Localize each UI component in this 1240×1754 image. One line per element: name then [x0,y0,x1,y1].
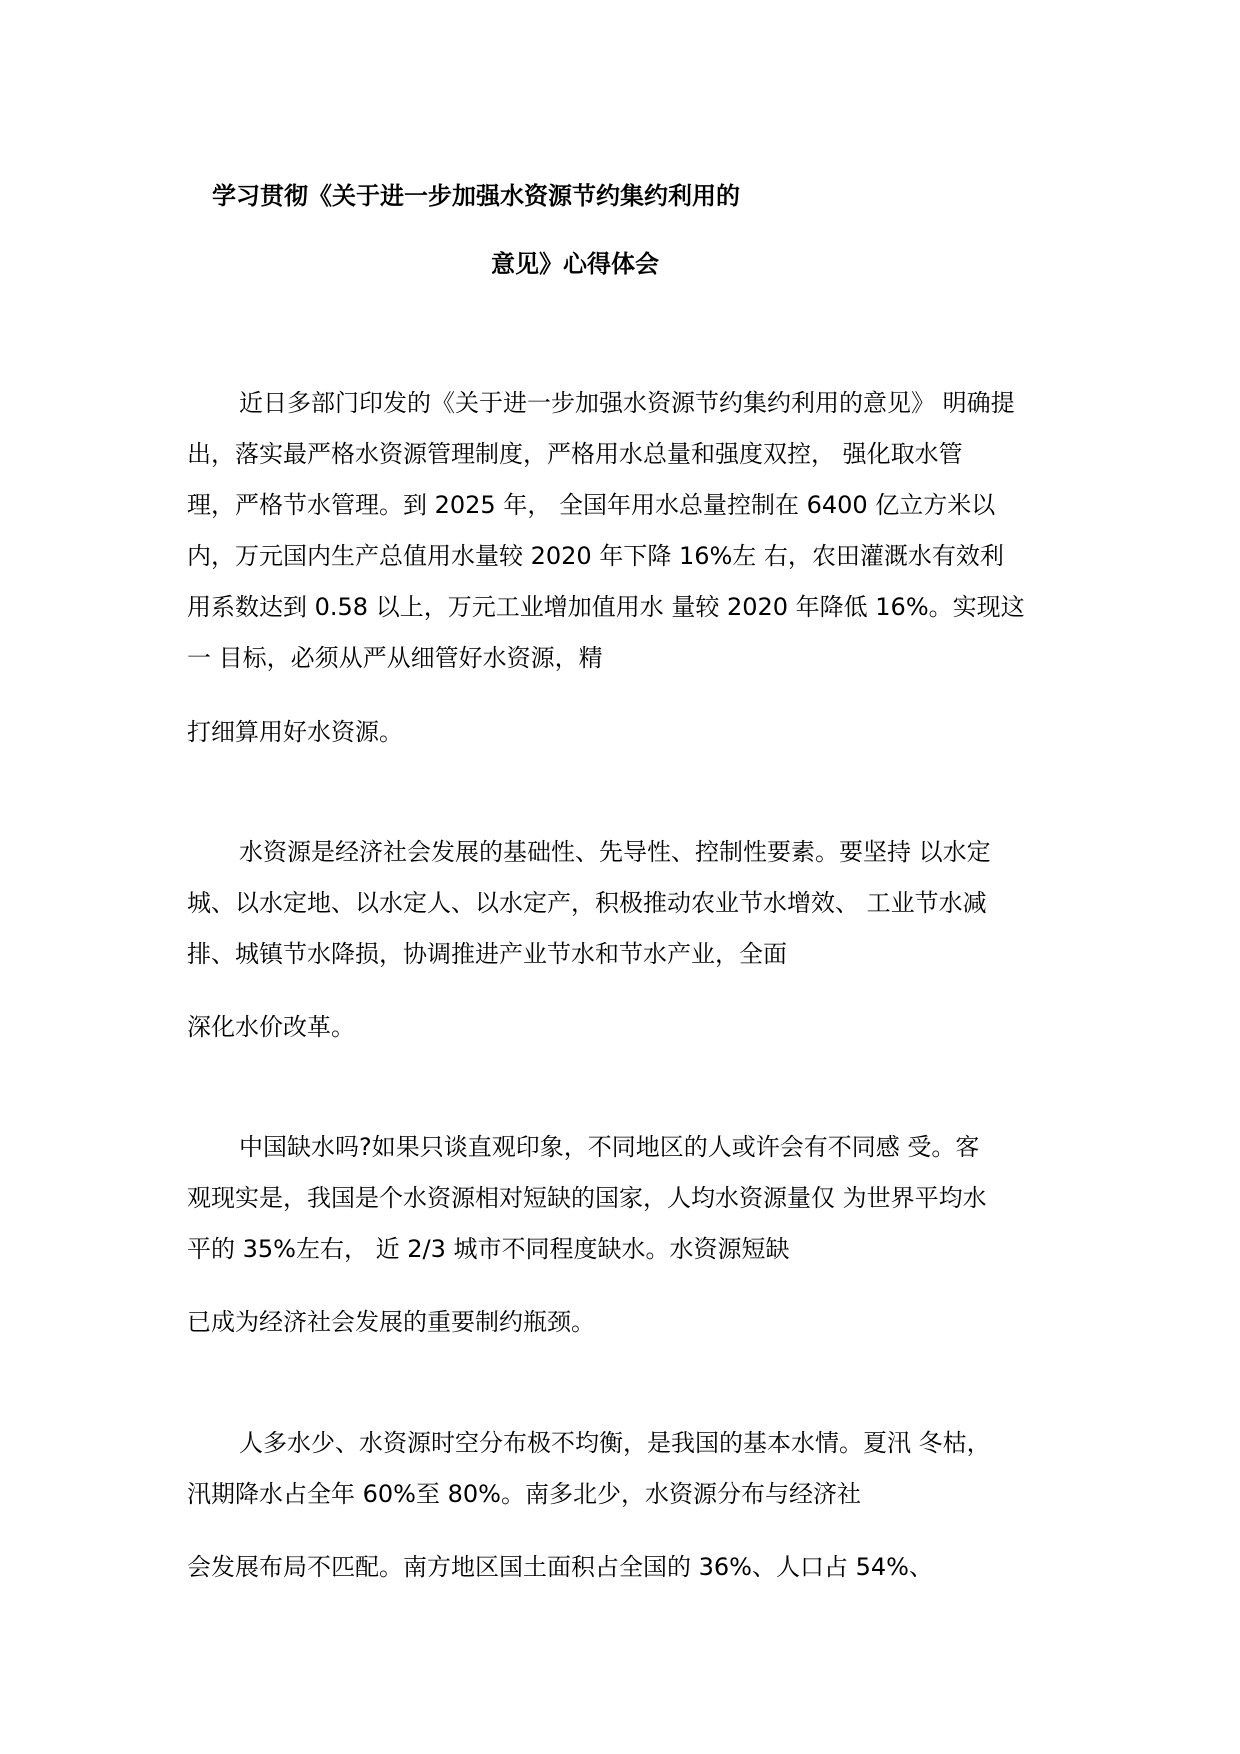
paragraph-2-line-4: 深化水价改革。 [187,1013,355,1041]
paragraph-1-line-1: 近日多部门印发的《关于进一步加强水资源节约集约利用的意见》 明确提 [239,389,1015,417]
paragraph-2-line-3: 排、城镇节水降损，协调推进产业节水和节水产业，全面 [187,940,787,968]
paragraph-2-line-2: 城、以水定地、以水定人、以水定产，积极推动农业节水增效、 工业节水减 [187,889,987,917]
paragraph-4-line-3: 会发展布局不匹配。南方地区国土面积占全国的 36%、人口占 54%、 [187,1553,933,1581]
paragraph-1-line-4: 内，万元国内生产总值用水量较 2020 年下降 16%左 右，农田灌溉水有效利 [187,542,1004,570]
paragraph-3-line-4: 已成为经济社会发展的重要制约瓶颈。 [187,1308,595,1336]
paragraph-3-line-3: 平的 35%左右， 近 2/3 城市不同程度缺水。水资源短缺 [187,1235,790,1263]
document-title-line-1: 学习贯彻《关于进一步加强水资源节约集约利用的 [212,182,740,210]
document-title-line-2: 意见》心得体会 [491,250,659,278]
paragraph-3-line-1: 中国缺水吗?如果只谈直观印象，不同地区的人或许会有不同感 受。客 [239,1133,980,1161]
paragraph-1-line-2: 出，落实最严格水资源管理制度，严格用水总量和强度双控， 强化取水管 [187,440,963,468]
paragraph-1-line-6: 一 目标，必须从严从细管好水资源，精 [187,644,603,672]
paragraph-1-line-3: 理，严格节水管理。到 2025 年， 全国年用水总量控制在 6400 亿立方米以 [187,491,996,519]
paragraph-3-line-2: 观现实是，我国是个水资源相对短缺的国家，人均水资源量仅 为世界平均水 [187,1184,987,1212]
paragraph-2-line-1: 水资源是经济社会发展的基础性、先导性、控制性要素。要坚持 以水定 [239,838,991,866]
paragraph-4-line-1: 人多水少、水资源时空分布极不均衡，是我国的基本水情。夏汛 冬枯， [239,1429,991,1457]
paragraph-4-line-2: 汛期降水占全年 60%至 80%。南多北少，水资源分布与经济社 [187,1480,861,1508]
paragraph-1-line-5: 用系数达到 0.58 以上，万元工业增加值用水 量较 2020 年降低 16%。实现这 [187,593,1025,621]
paragraph-1-line-7: 打细算用好水资源。 [187,718,403,746]
